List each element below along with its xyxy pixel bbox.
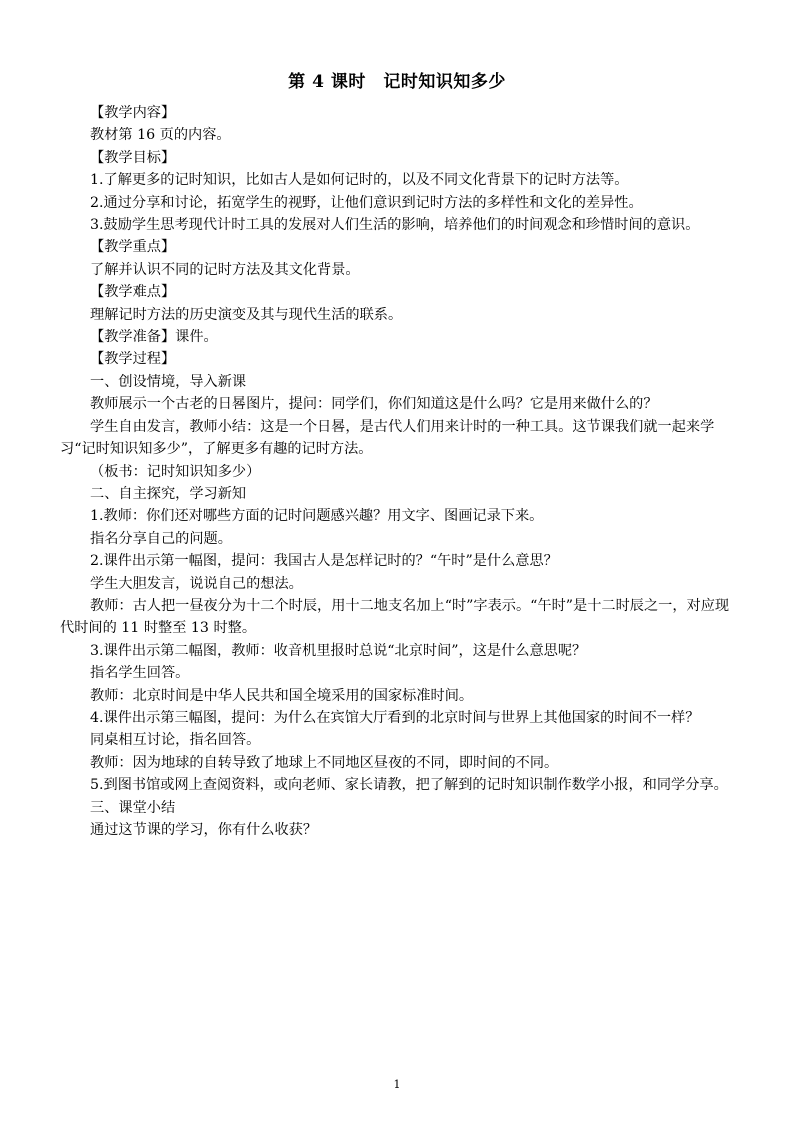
objective-item: 3.鼓励学生思考现代计时工具的发展对人们生活的影响，培养他们的时间观念和珍惜时间的意识。 [90,217,700,234]
process-paragraph: 2.课件出示第一幅图，提问：我国古人是怎样记时的？“午时”是什么意思？ [90,553,558,570]
process-paragraph: 指名学生回答。 [90,665,190,682]
process-paragraph: 3.课件出示第二幅图，教师：收音机里报时总说“北京时间”，这是什么意思呢？ [90,642,587,659]
process-paragraph: 教师：因为地球的自转导致了地球上不同地区昼夜的不同，即时间的不同。 [90,754,559,771]
section-heading-key-points: 【教学重点】 [90,239,176,256]
process-paragraph: 指名分享自己的问题。 [90,530,232,547]
process-paragraph: 4.课件出示第三幅图，提问：为什么在宾馆大厅看到的北京时间与世界上其他国家的时间不一样？ [90,709,700,726]
preparation-text: 【教学准备】课件。 [90,329,218,346]
content-text: 教材第 16 页的内容。 [90,127,231,144]
objective-item: 1.了解更多的记时知识，比如古人是如何记时的，以及不同文化背景下的记时方法等。 [90,172,629,189]
process-subheading: 二、自主探究，学习新知 [90,485,247,502]
process-paragraph: 教师：古人把一昼夜分为十二个时辰，用十二地支名加上“时”字表示。“午时”是十二时辰之一，对应现代时间的 11 时整至 13 时整。 [60,597,730,637]
objective-item: 2.通过分享和讨论，拓宽学生的视野，让他们意识到记时方法的多样性和文化的差异性。 [90,194,643,211]
section-heading-content: 【教学内容】 [90,105,176,121]
process-paragraph: 通过这节课的学习，你有什么收获？ [90,822,318,838]
board-note: （板书：记时知识知多少） [90,463,261,480]
key-points-text: 了解并认识不同的记时方法及其文化背景。 [90,261,360,278]
page-number: 1 [393,1078,401,1091]
process-paragraph: 学生大胆发言，说说自己的想法。 [90,575,303,592]
lesson-body [60,102,736,841]
lesson-title: 第 4 课时 记时知识知多少 [288,72,506,92]
process-paragraph: 5.到图书馆或网上查阅资料，或向老师、家长请教，把了解到的记时知识制作数学小报，和同学分享。 [90,777,728,794]
process-paragraph: 教师：北京时间是中华人民共和国全境采用的国家标准时间。 [90,687,474,704]
section-heading-objectives: 【教学目标】 [90,149,176,166]
section-heading-difficulties: 【教学难点】 [90,284,176,301]
process-paragraph: 教师展示一个古老的日晷图片，提问：同学们，你们知道这是什么吗？它是用来做什么的？ [90,396,658,413]
process-paragraph: 1.教师：你们还对哪些方面的记时问题感兴趣？用文字、图画记录下来。 [90,508,544,525]
process-paragraph: 学生自由发言，教师小结：这是一个日晷，是古代人们用来计时的一种工具。这节课我们就一起来学习“记时知识知多少”，了解更多有趣的记时方法。 [60,418,715,458]
process-subheading: 三、课堂小结 [90,799,176,816]
section-heading-process: 【教学过程】 [90,351,176,368]
process-subheading: 一、创设情境，导入新课 [90,373,247,390]
process-paragraph: 同桌相互讨论，指名回答。 [90,732,261,749]
difficulties-text: 理解记时方法的历史演变及其与现代生活的联系。 [90,306,403,323]
